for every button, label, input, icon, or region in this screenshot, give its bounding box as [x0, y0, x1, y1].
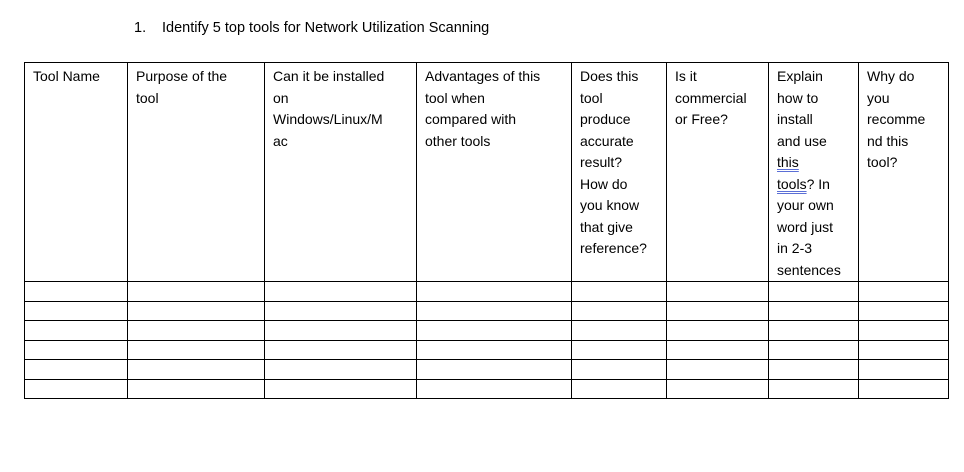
header-line: sentences: [777, 261, 841, 278]
table-cell[interactable]: [417, 360, 572, 380]
table-cell[interactable]: [667, 360, 769, 380]
table-cell[interactable]: [572, 379, 667, 399]
table-cell[interactable]: [128, 282, 265, 302]
header-line: result?: [580, 154, 623, 170]
header-row: [25, 63, 949, 282]
header-license: [667, 63, 769, 282]
table-cell[interactable]: [265, 379, 417, 399]
header-line: produce: [580, 111, 631, 127]
table-cell[interactable]: [25, 282, 128, 302]
list-number: 1.: [134, 20, 147, 36]
header-line: Windows/Linux/M: [273, 111, 383, 127]
table-cell[interactable]: [769, 321, 859, 341]
table-cell[interactable]: [667, 321, 769, 341]
header-tool-name: [25, 63, 128, 282]
header-line: Advantages of this: [425, 68, 541, 84]
table-cell[interactable]: [859, 340, 949, 360]
table-cell[interactable]: [417, 301, 572, 321]
header-line: Can it be installed: [273, 68, 385, 84]
table-cell[interactable]: [769, 379, 859, 399]
header-line: Why do: [867, 68, 915, 84]
header-line: and use: [777, 132, 827, 149]
header-line: word just: [777, 218, 834, 235]
header-line: tool: [136, 89, 159, 106]
table-cell[interactable]: [265, 340, 417, 360]
header-line: tools? In: [777, 175, 830, 192]
header-install-usage: [769, 63, 859, 282]
table-cell[interactable]: [417, 321, 572, 341]
table-row: [25, 321, 949, 341]
header-line: you: [867, 89, 890, 106]
table-cell[interactable]: [128, 379, 265, 399]
table-cell[interactable]: [667, 379, 769, 399]
header-line: tool when: [425, 89, 485, 106]
table-cell[interactable]: [128, 301, 265, 321]
table-cell[interactable]: [417, 282, 572, 302]
table-cell[interactable]: [859, 321, 949, 341]
table-cell[interactable]: [417, 340, 572, 360]
table-cell[interactable]: [265, 360, 417, 380]
table-cell[interactable]: [25, 360, 128, 380]
table-cell[interactable]: [769, 360, 859, 380]
table-cell[interactable]: [25, 379, 128, 399]
header-line: or Free?: [675, 111, 728, 127]
table-cell[interactable]: [859, 301, 949, 321]
header-line: commercial: [675, 89, 747, 106]
header-line: Is it: [675, 68, 697, 84]
table-row: [25, 379, 949, 399]
table-cell[interactable]: [859, 282, 949, 302]
question-text: Identify 5 top tools for Network Utilization Scanning: [162, 20, 490, 36]
table-cell[interactable]: [265, 282, 417, 302]
table-cell[interactable]: [572, 282, 667, 302]
question-heading: [134, 20, 489, 36]
header-line: ac: [273, 132, 288, 149]
header-line: How do: [580, 175, 628, 192]
header-line: you know: [580, 197, 640, 213]
header-line: that give: [580, 218, 633, 235]
header-line: your own: [777, 197, 834, 213]
table-cell[interactable]: [25, 340, 128, 360]
header-line: Purpose of the: [136, 68, 228, 84]
header-line: Does this: [580, 68, 639, 84]
table-cell[interactable]: [265, 321, 417, 341]
header-line: tool: [580, 89, 603, 106]
table-cell[interactable]: [25, 321, 128, 341]
table-row: [25, 301, 949, 321]
header-line: nd this: [867, 132, 909, 149]
table-cell[interactable]: [667, 282, 769, 302]
table-body: [25, 282, 949, 399]
header-line: install: [777, 111, 813, 127]
header-accuracy: [572, 63, 667, 282]
header-line: on: [273, 89, 289, 106]
table-cell[interactable]: [859, 360, 949, 380]
table-cell[interactable]: [572, 340, 667, 360]
table-row: [25, 282, 949, 302]
table-row: [25, 360, 949, 380]
header-advantages: [417, 63, 572, 282]
header-line: how to: [777, 89, 819, 106]
table-cell[interactable]: [128, 321, 265, 341]
table-cell[interactable]: [572, 360, 667, 380]
table-cell[interactable]: [859, 379, 949, 399]
table-cell[interactable]: [128, 360, 265, 380]
header-line: this: [777, 154, 799, 170]
table-cell[interactable]: [769, 301, 859, 321]
header-line: Tool Name: [33, 68, 100, 84]
header-recommendation: [859, 63, 949, 282]
header-line: in 2-3: [777, 240, 813, 256]
header-installable-os: [265, 63, 417, 282]
table-cell[interactable]: [128, 340, 265, 360]
table-cell[interactable]: [417, 379, 572, 399]
table-cell[interactable]: [667, 340, 769, 360]
table-cell[interactable]: [25, 301, 128, 321]
header-line: Explain: [777, 68, 823, 84]
header-purpose: [128, 63, 265, 282]
header-line: other tools: [425, 132, 491, 149]
table-cell[interactable]: [769, 282, 859, 302]
table-cell[interactable]: [769, 340, 859, 360]
header-line: compared with: [425, 111, 517, 127]
table-cell[interactable]: [572, 321, 667, 341]
tools-table: [24, 62, 949, 399]
header-line: reference?: [580, 240, 647, 256]
table-cell[interactable]: [265, 301, 417, 321]
header-line: tool?: [867, 154, 898, 170]
table-cell[interactable]: [572, 301, 667, 321]
table-row: [25, 340, 949, 360]
header-line: recomme: [867, 111, 926, 127]
table-cell[interactable]: [667, 301, 769, 321]
header-line: accurate: [580, 132, 634, 149]
